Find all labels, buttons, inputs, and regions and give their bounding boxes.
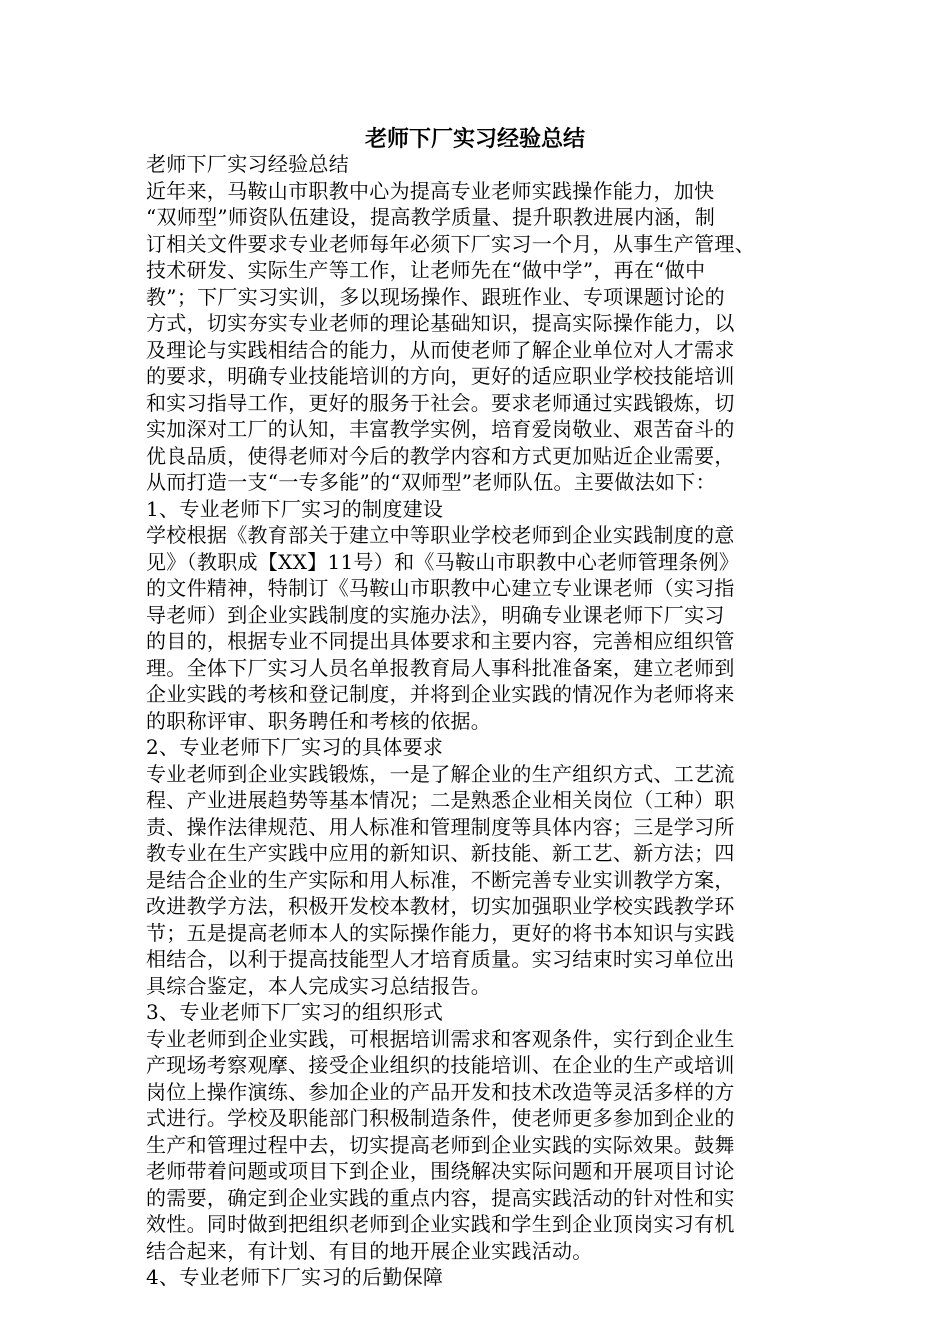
body-line: 改进教学方法，积极开发校本教材，切实加强职业学校实践教学环	[146, 894, 735, 918]
body-line: 相结合，以利于提高技能型人才培育质量。实习结束时实习单位出	[146, 947, 735, 971]
body-line: 式进行。学校及职能部门积极制造条件，使老师更多参加到企业的	[146, 1106, 735, 1130]
body-line: 效性。同时做到把组织老师到企业实践和学生到企业顶岗实习有机	[146, 1212, 735, 1236]
body-line: 岗位上操作演练、参加企业的产品开发和技术改造等灵活多样的方	[146, 1079, 735, 1104]
section-heading: 1、专业老师下厂实习的制度建设	[146, 496, 444, 521]
body-line: 从而打造一支“一专多能”的“双师型”老师队伍。主要做法如下：	[146, 470, 716, 494]
body-line: 节；五是提高老师本人的实际操作能力，更好的将书本知识与实践	[146, 920, 735, 945]
body-line: 方式，切实夯实专业老师的理论基础知识，提高实际操作能力，以	[146, 311, 735, 335]
body-line: 的文件精神，特制订《马鞍山市职教中心建立专业课老师（实习指	[146, 576, 735, 600]
body-line: 见》（教职成【XX】11号）和《马鞍山市职教中心老师管理条例》	[146, 549, 740, 574]
body-line: 教”；下厂实习实训，多以现场操作、跟班作业、专项课题讨论的	[146, 284, 725, 309]
document-title: 老师下厂实习经验总结	[364, 127, 585, 152]
section-heading: 3、专业老师下厂实习的组织形式	[146, 1000, 444, 1024]
document-body	[146, 151, 814, 1291]
body-line: 学校根据《教育部关于建立中等职业学校老师到企业实践制度的意	[146, 523, 735, 547]
body-line: “双师型”师资队伍建设，提高教学质量、提升职教进展内涵，制	[146, 205, 716, 229]
body-line: 程、产业进展趋势等基本情况；二是熟悉企业相关岗位（工种）职	[146, 788, 735, 812]
body-line: 近年来，马鞍山市职教中心为提高专业老师实践操作能力，加快	[146, 178, 715, 203]
body-line: 具综合鉴定，本人完成实习总结报告。	[146, 973, 492, 998]
body-line: 教专业在生产实践中应用的新知识、新技能、新工艺、新方法；四	[146, 841, 735, 865]
section-heading: 2、专业老师下厂实习的具体要求	[146, 735, 444, 759]
body-line: 技术研发、实际生产等工作，让老师先在“做中学”，再在“做中	[146, 258, 706, 282]
body-line: 订相关文件要求专业老师每年必须下厂实习一个月，从事生产管理、	[146, 231, 755, 256]
body-line: 的职称评审、职务聘任和考核的依据。	[146, 708, 492, 733]
section-heading: 4、专业老师下厂实习的后勤保障	[146, 1265, 444, 1289]
body-line: 实加深对工厂的认知，丰富教学实例，培育爱岗敬业、艰苦奋斗的	[146, 417, 735, 441]
body-line: 专业老师到企业实践锻炼，一是了解企业的生产组织方式、工艺流	[146, 761, 735, 786]
body-line: 是结合企业的生产实际和用人标准，不断完善专业实训教学方案，	[146, 867, 735, 892]
body-line: 导老师）到企业实践制度的实施办法》，明确专业课老师下厂实习	[146, 602, 725, 627]
body-line: 责、操作法律规范、用人标准和管理制度等具体内容；三是学习所	[146, 814, 735, 839]
body-line: 的需要，确定到企业实践的重点内容，提高实践活动的针对性和实	[146, 1185, 735, 1210]
body-line: 专业老师到企业实践，可根据培训需求和客观条件，实行到企业生	[146, 1026, 735, 1051]
body-line: 老师下厂实习经验总结	[146, 152, 349, 176]
body-line: 优良品质，使得老师对今后的教学内容和方式更加贴近企业需要，	[146, 443, 735, 468]
body-line: 及理论与实践相结合的能力，从而使老师了解企业单位对人才需求	[146, 337, 735, 362]
body-line: 理。全体下厂实习人员名单报教育局人事科批准备案，建立老师到	[146, 655, 735, 680]
body-line: 老师带着问题或项目下到企业，围绕解决实际问题和开展项目讨论	[146, 1159, 735, 1183]
body-line: 的目的，根据专业不同提出具体要求和主要内容，完善相应组织管	[146, 629, 735, 653]
body-line: 的要求，明确专业技能培训的方向，更好的适应职业学校技能培训	[146, 364, 735, 388]
body-line: 和实习指导工作，更好的服务于社会。要求老师通过实践锻炼，切	[146, 390, 735, 415]
body-line: 产现场考察观摩、接受企业组织的技能培训、在企业的生产或培训	[146, 1053, 735, 1077]
body-line: 企业实践的考核和登记制度，并将到企业实践的情况作为老师将来	[146, 682, 735, 706]
body-line: 结合起来，有计划、有目的地开展企业实践活动。	[146, 1238, 593, 1263]
body-line: 生产和管理过程中去，切实提高老师到企业实践的实际效果。鼓舞	[146, 1132, 735, 1157]
